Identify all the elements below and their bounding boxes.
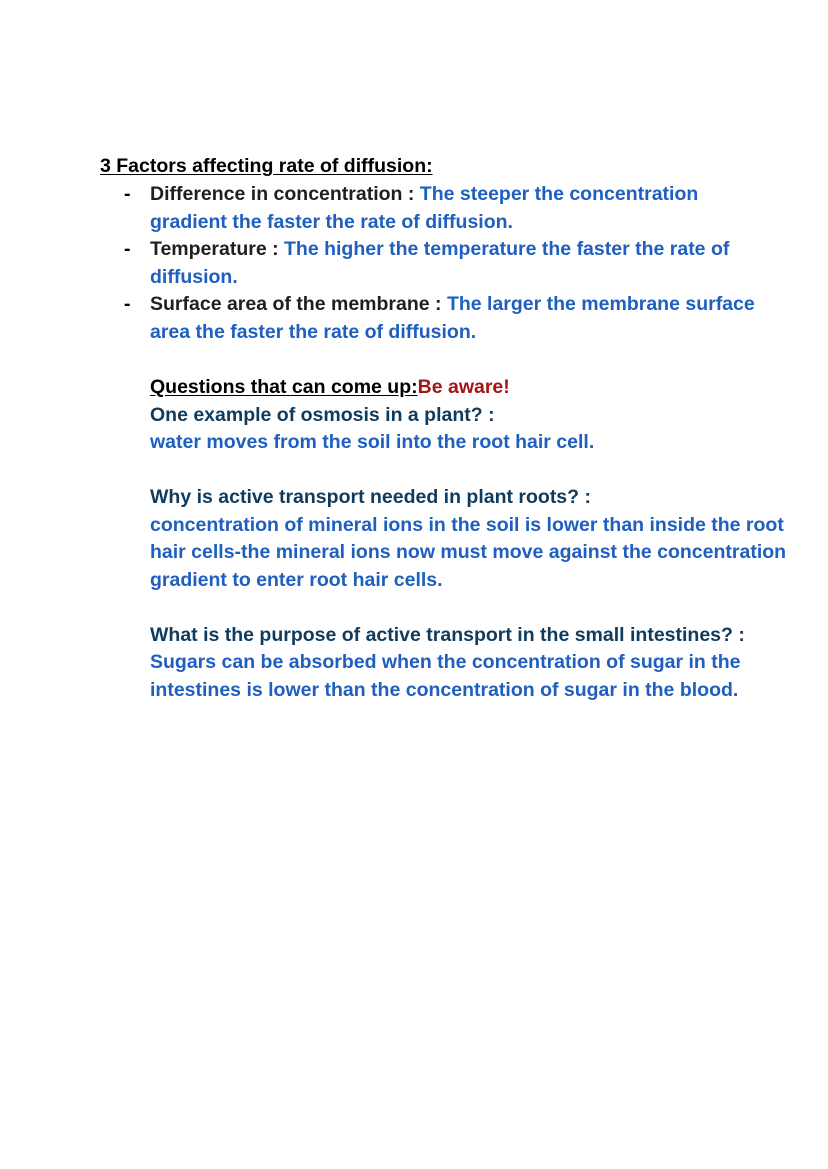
question-block — [150, 484, 790, 594]
factor-term: Temperature : — [150, 238, 285, 260]
bullet-dash: - — [124, 238, 131, 260]
factor-item — [100, 181, 780, 236]
answer-text: concentration of mineral ions in the soil is lower than inside the root hair cells-the mineral ions now must move against the concentration gradient to enter root hair cells. — [150, 513, 787, 591]
bullet-dash: - — [124, 183, 131, 205]
answer-text: water moves from the soil into the root hair cell. — [150, 431, 595, 453]
questions-section — [150, 374, 790, 704]
questions-heading: Questions that can come up: — [150, 376, 418, 398]
factor-description: The steeper the concentration gradient the faster the rate of diffusion. — [150, 183, 699, 233]
bullet-dash: - — [124, 293, 131, 315]
question-text: One example of osmosis in a plant? : — [150, 403, 495, 426]
factors-heading: 3 Factors affecting rate of diffusion: — [100, 155, 433, 177]
factor-term: Surface area of the membrane : — [150, 293, 447, 315]
questions-heading-line — [150, 374, 790, 402]
question-block — [150, 622, 790, 705]
factor-description: The larger the membrane surface area the faster the rate of diffusion. — [150, 293, 755, 343]
factor-description: The higher the temperature the faster the rate of diffusion. — [150, 238, 730, 288]
warning-text: Be aware! — [417, 376, 510, 398]
question-text: What is the purpose of active transport in the small intestines? : — [150, 623, 745, 646]
question-block — [150, 402, 790, 457]
question-text: Why is active transport needed in plant roots? : — [150, 486, 591, 508]
factor-item — [100, 291, 780, 346]
factor-item — [100, 236, 780, 291]
answer-text: Sugars can be absorbed when the concentration of sugar in the intestines is lower than the concentration of sugar in the blood. — [150, 651, 741, 701]
factor-term: Difference in concentration : — [150, 183, 420, 205]
factors-list — [100, 181, 780, 346]
